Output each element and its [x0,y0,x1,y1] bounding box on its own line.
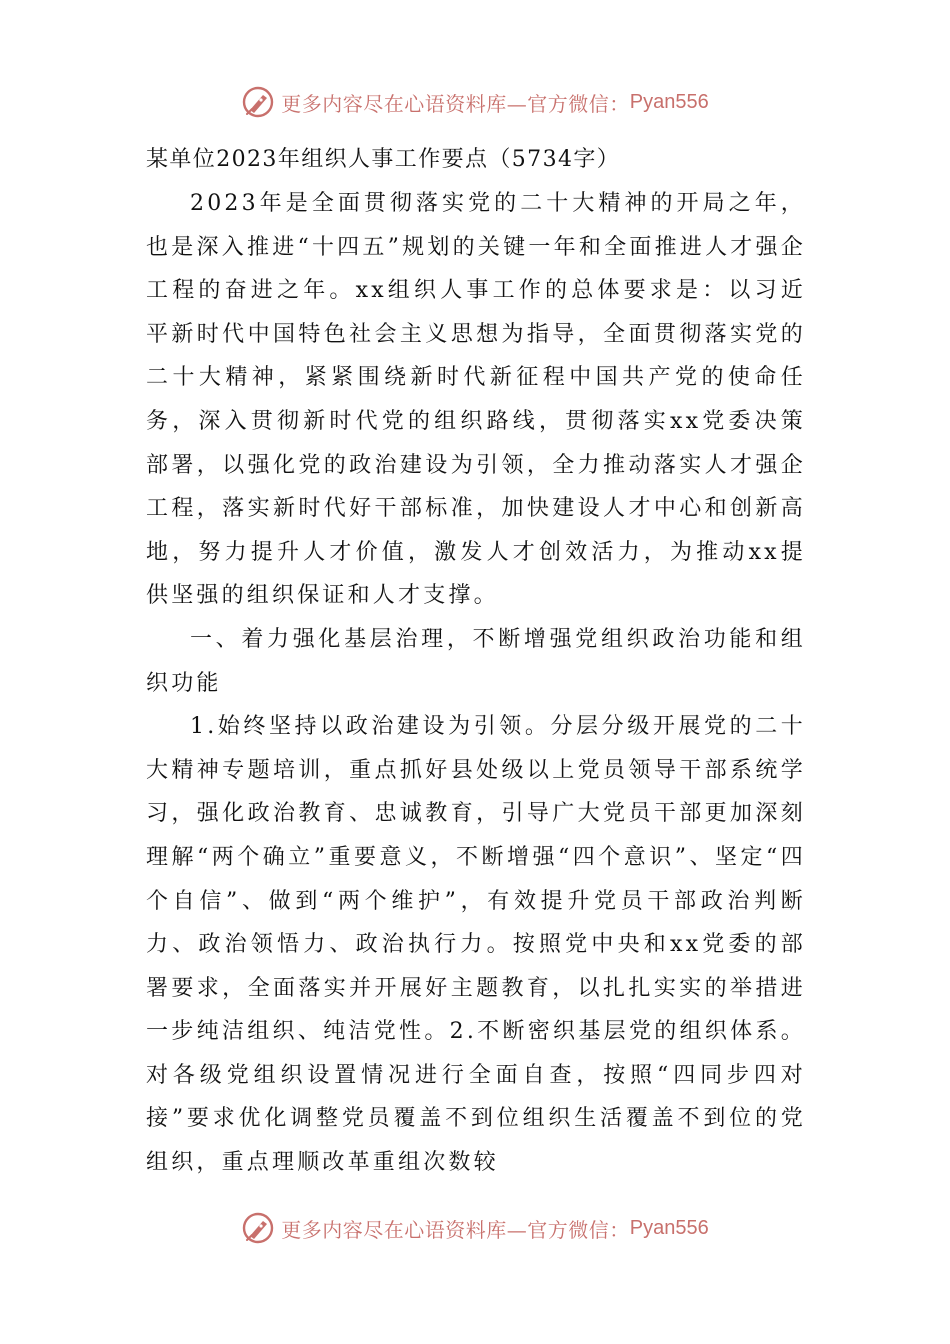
watermark-text: 更多内容尽在心语资料库—官方微信： [281,91,630,116]
watermark-account: Pyan556 [629,90,709,113]
watermark-banner-bottom [0,1208,950,1248]
section-heading-1: 一、着力强化基层治理，不断增强党组织政治功能和组织功能 [146,626,806,696]
watermark-text: 更多内容尽在心语资料库—官方微信： [281,1217,630,1242]
paragraph-section-1-body: 1.始终坚持以政治建设为引领。分层分级开展党的二十大精神专题培训，重点抓好县处级以上党员领导干部系统学习，强化政治教育、忠诚教育，引导广大党员干部更加深刻理解“两个确立”重要意义，不断增强“四个意识”、坚定“四个自信”、做到“两个维护”，有效提升党员干部政治判断力、政治领悟力、政治执行力。按照党中央和xx党委的部署要求，全面落实并开展好主题教育，以扎扎实实的举措进一步纯洁组织、纯洁党性。2.不断密织基层党的组织体系。对各级党组织设置情况进行全面自查，按照“四同步四对接”要求优化调整党员覆盖不到位组织生活覆盖不到位的党组织，重点理顺改革重组次数较 [146,714,806,1176]
paragraph-intro: 2023年是全面贯彻落实党的二十大精神的开局之年，也是深入推进“十四五”规划的关键一年和全面推进人才强企工程的奋进之年。xx组织人事工作的总体要求是：以习近平新时代中国特色社会主义思想为指导，全面贯彻落实党的二十大精神，紧紧围绕新时代新征程中国共产党的使命任务，深入贯彻新时代党的组织路线，贯彻落实xx党委决策部署，以强化党的政治建设为引领，全力推动落实人才强企工程，落实新时代好干部标准，加快建设人才中心和创新高地，努力提升人才价值，激发人才创效活力，为推动xx提供坚强的组织保证和人才支撑。 [146,191,806,609]
document-title: 某单位2023年组织人事工作要点（5734字） [146,147,621,172]
document-body [146,138,806,1185]
pen-nib-circle-icon [241,85,275,119]
pen-nib-circle-icon [241,1211,275,1245]
watermark-account: Pyan556 [629,1216,709,1239]
watermark-banner-top [0,82,950,122]
